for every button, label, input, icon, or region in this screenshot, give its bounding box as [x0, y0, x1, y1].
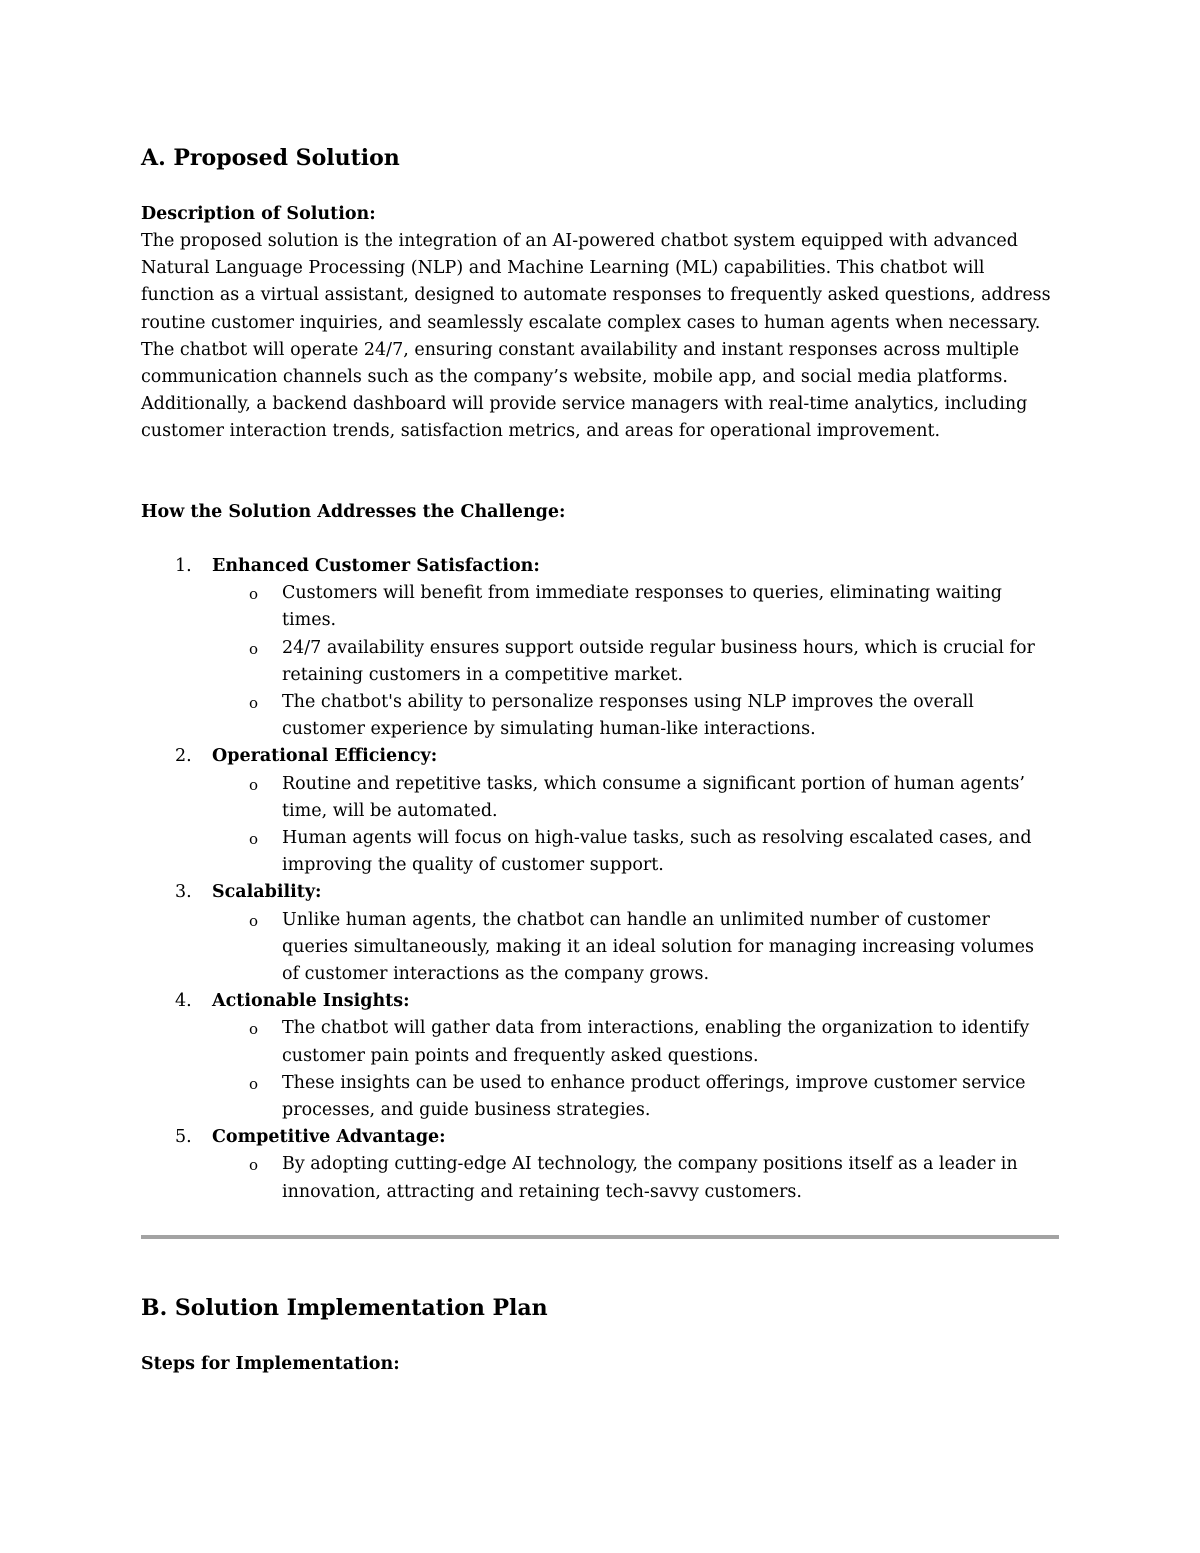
section-a-heading: A. Proposed Solution: [141, 145, 400, 171]
list-item: [141, 1124, 1059, 1206]
description-label: Description of Solution:: [141, 204, 376, 224]
list-item-number: 1.: [175, 556, 192, 576]
bullet-item: [212, 771, 1059, 825]
bullet-marker: o: [249, 694, 259, 713]
bullet-text: Customers will benefit from immediate responses to queries, eliminating waiting times.: [282, 583, 1002, 631]
bullet-list: [212, 771, 1059, 880]
bullet-item: [212, 1070, 1059, 1124]
list-item-number: 3.: [175, 882, 192, 903]
description-paragraph: The proposed solution is the integration of an AI-powered chatbot system equipped with advanced Natural Language Processing (NLP) and Machine Learning (ML) capabilities. This chatbot will function as a virtual assistant, designed to automate responses to frequently asked questions, address routine customer inquiries, and seamlessly escalate complex cases to human agents when necessary. The chatbot will operate 24/7, ensuring constant availability and instant responses across multiple communication channels such as the company’s website, mobile app, and social media platforms. Additionally, a backend dashboard will provide service managers with real-time analytics, including customer interaction trends, satisfaction metrics, and areas for operational improvement.: [141, 231, 1051, 442]
section-b-heading: B. Solution Implementation Plan: [141, 1295, 548, 1321]
bullet-marker: o: [249, 775, 259, 794]
bullet-text: By adopting cutting-edge AI technology, the company positions itself as a leader in innovation, attracting and retaining tech-savvy customers.: [282, 1154, 1018, 1202]
bullet-text: Human agents will focus on high-value tasks, such as resolving escalated cases, and improving the quality of customer support.: [282, 828, 1032, 876]
list-item-title: Competitive Advantage:: [212, 1127, 446, 1148]
list-item-title: Actionable Insights:: [212, 991, 410, 1012]
list-item-title: Enhanced Customer Satisfaction:: [212, 556, 540, 576]
bullet-marker: o: [249, 1156, 259, 1175]
list-item-number: 5.: [175, 1127, 192, 1148]
bullet-item: [212, 689, 1059, 743]
steps-label: Steps for Implementation:: [141, 1354, 400, 1374]
bullet-text: 24/7 availability ensures support outside regular business hours, which is crucial for retaining customers in a competitive market.: [282, 637, 1035, 685]
challenge-list: [141, 553, 1059, 1206]
bullet-marker: o: [249, 585, 259, 604]
bullet-marker: o: [249, 639, 259, 658]
list-item: [141, 553, 1059, 743]
bullet-list: [212, 907, 1059, 989]
bullet-marker: o: [249, 1020, 259, 1039]
list-item-number: 4.: [175, 991, 192, 1012]
bullet-marker: o: [249, 1074, 259, 1093]
horizontal-divider: [141, 1235, 1059, 1239]
bullet-item: [212, 580, 1059, 634]
bullet-item: [212, 1015, 1059, 1069]
list-item-title: Scalability:: [212, 882, 322, 903]
bullet-item: [212, 635, 1059, 689]
list-item: [141, 743, 1059, 879]
bullet-text: Unlike human agents, the chatbot can handle an unlimited number of customer queries simultaneously, making it an ideal solution for managing increasing volumes of customer interactions as the company grows.: [282, 909, 1034, 985]
bullet-list: [212, 1015, 1059, 1124]
list-item: [141, 879, 1059, 988]
bullet-list: [212, 1151, 1059, 1205]
list-item-title: Operational Efficiency:: [212, 746, 438, 767]
challenge-label: How the Solution Addresses the Challenge:: [141, 502, 566, 522]
bullet-text: Routine and repetitive tasks, which consume a significant portion of human agents’ time, will be automated.: [282, 773, 1025, 821]
bullet-marker: o: [249, 911, 259, 930]
bullet-marker: o: [249, 830, 259, 849]
bullet-item: [212, 825, 1059, 879]
bullet-text: These insights can be used to enhance product offerings, improve customer service processes, and guide business strategies.: [282, 1072, 1026, 1121]
bullet-item: [212, 1151, 1059, 1205]
bullet-text: The chatbot will gather data from interactions, enabling the organization to identify customer pain points and frequently asked questions.: [282, 1018, 1030, 1066]
list-item: [141, 988, 1059, 1124]
bullet-text: The chatbot's ability to personalize responses using NLP improves the overall customer experience by simulating human-like interactions.: [282, 692, 974, 740]
bullet-list: [212, 580, 1059, 743]
list-item-number: 2.: [175, 746, 192, 767]
bullet-item: [212, 907, 1059, 989]
